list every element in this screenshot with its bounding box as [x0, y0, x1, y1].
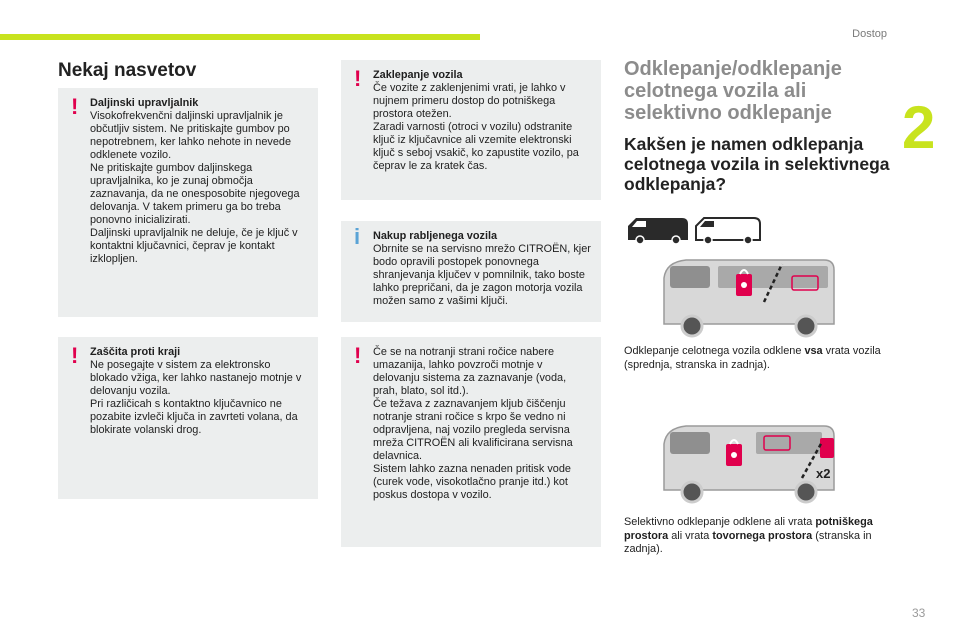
used-vehicle-note [341, 221, 601, 322]
warning-icon: ! [354, 343, 362, 368]
van-silhouettes [624, 212, 764, 246]
note-heading: Nakup rabljenega vozila [373, 230, 498, 242]
warning-icon: ! [71, 343, 79, 368]
multiplier-label: x2 [816, 466, 831, 481]
selective-unlock-van-figure [656, 420, 846, 504]
lock-icon-rear [820, 438, 834, 458]
warning-icon: ! [354, 66, 362, 91]
note-body: Ne posegajte v sistem za elektronsko blokado vžiga, ker lahko nastanejo motnje v delovanju vozila. Pri različicah s kontaktno ključavnico ne pozabite izvleči ključa in zavrteti volana, da blokirate volanski drog. [90, 359, 302, 436]
note-body: Če vozite z zaklenjenimi vrati, je lahko v nujnem primeru dostop do potniškega prostora otežen. Zaradi varnosti (otroci v vozilu) odstranite ključ iz ključavnice ali vzemite elektronski ključ s seboj vsakič, ko zapustite vozilo, pa čeprav le za kratek čas. [373, 82, 579, 172]
full-unlock-description: Odklepanje celotnega vozila odklene vsa vrata vozila (sprednja, stranska in zadnja). [624, 345, 881, 371]
section-subtitle: Kakšen je namen odklepanja celotnega vozila in selektivnega odklepanja? [624, 134, 890, 194]
note-body: Visokofrekvenčni daljinski upravljalnik je občutljiv sistem. Ne pritiskajte gumbov po nepotrebnem, ker lahko nehote in nevede odklenete vozilo. Ne pritiskajte gumbov daljinskega upravljalnika, ko je zunaj območja zaznavanja, da ne onesposobite njegovega delovanja. V takem primeru ga bo treba ponovno inicializirati. Daljinski upravljalnik ne deluje, če je ključ v kontaktni ključavnici, čeprav je kontakt izklopljen. [90, 110, 300, 265]
section-title: Odklepanje/odklepanje celotnega vozila ali selektivno odklepanje [624, 58, 842, 124]
van-short-icon [628, 218, 688, 244]
warning-icon: ! [71, 94, 79, 119]
anti-theft-note [58, 337, 318, 499]
tips-heading: Nekaj nasvetov [58, 60, 197, 81]
note-heading: Daljinski upravljalnik [90, 97, 199, 109]
van-long-icon [696, 218, 760, 244]
full-unlock-van-figure [656, 254, 846, 338]
section-label: Dostop [852, 28, 887, 40]
remote-control-note [58, 88, 318, 317]
vehicle-locking-note [341, 60, 601, 200]
selective-unlock-description: Selektivno odklepanje odklene ali vrata potniškega prostora ali vrata tovornega prostora (stranska in zadnja). [624, 516, 873, 555]
note-heading: Zaščita proti kraji [90, 346, 181, 358]
page-number: 33 [912, 606, 926, 620]
chapter-number: 2 [902, 94, 936, 161]
note-heading: Zaklepanje vozila [373, 69, 463, 81]
info-icon: i [354, 224, 361, 249]
handle-dirt-note [341, 337, 601, 547]
chapter-accent-bar [0, 34, 480, 40]
note-body: Obrnite se na servisno mrežo CITROËN, kjer bodo opravili postopek ponovnega shranjevanja ključev v pomnilnik, tako boste lahko prepričani, da je zagon motorja vozila možen samo z vašimi ključi. [373, 243, 591, 307]
note-body: Če se na notranji strani ročice nabere umazanija, lahko povzroči motnje v delovanju sistema za zaznavanje (voda, prah, blato, sol itd.). Če težava z zaznavanjem kljub čiščenju notranje strani ročice s krpo še vedno ni odpravljena, naj vozilo pregleda servisna mreža CITROËN ali kvalificirana servisna delavnica. Sistem lahko zazna nenaden pritisk vode (curek vode, visokotlačno pranje itd.) kot poskus dostopa v vozilo. [373, 346, 573, 501]
